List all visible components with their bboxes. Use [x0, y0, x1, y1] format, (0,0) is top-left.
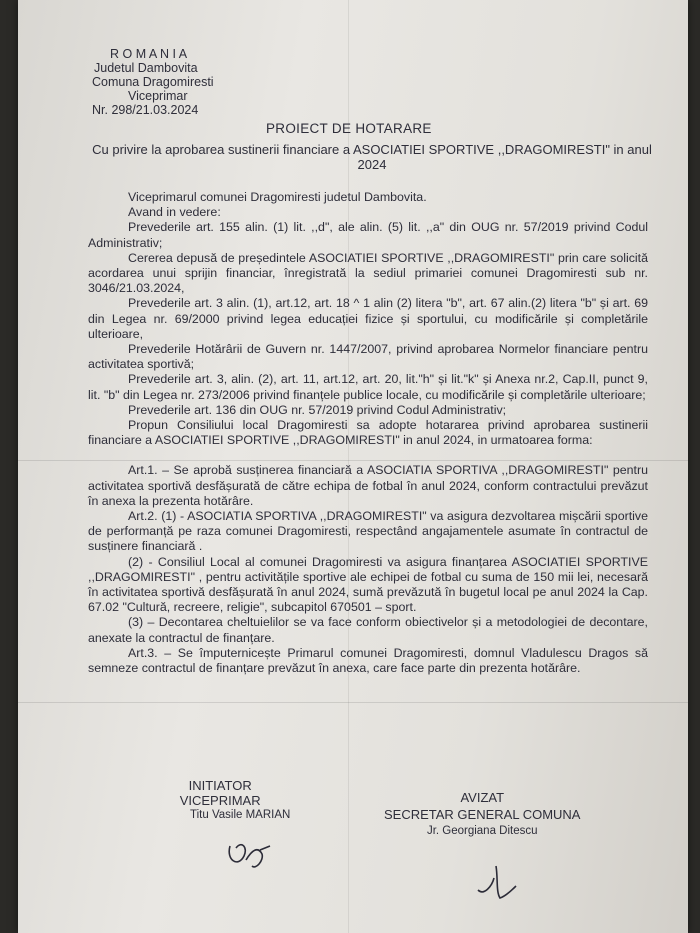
secretary-name: Jr. Georgiana Ditescu [426, 825, 538, 837]
document-body [88, 190, 648, 676]
article-3: Art.3. – Se împuternicește Primarul comunei Dragomiresti, domnul Vladulescu Dragos să semneze contractul de finanțare prevăzut în anexa, care face parte din prezenta hotărâre. [88, 645, 648, 676]
document-header [92, 47, 214, 117]
article-1: Art.1. – Se aprobă susținerea financiară a ASOCIATIA SPORTIVA ,,DRAGOMIRESTI" pentru activitatea sportivă desfășurată de către echipa de fotbal în anul 2024, conform contractului prevăzut în anexa la prezenta hotărâre. [88, 463, 648, 508]
article-2-1: Art.2. (1) - ASOCIATIA SPORTIVA ,,DRAGOMIRESTI" va asigura dezvoltarea mișcării sportive de performanță pe raza comunei Dragomiresti, respectând angajamentele asumate în contractul de susținere financiară . [88, 509, 648, 554]
secretary-title: SECRETAR GENERAL COMUNA [384, 807, 581, 822]
having-regard: Avand in vedere: [128, 205, 221, 220]
paragraph-3: Prevederile art. 3 alin. (1), art.12, art. 18 ^ 1 alin (2) litera "b", art. 67 alin.(2) litera "b" și art. 69 din Legea nr. 69/2000 privind legea educației fizice și sportului, cu modificările și completările ulterioare, [88, 296, 648, 341]
paragraph-2: Cererea depusă de președintele ASOCIATIEI SPORTIVE ,,DRAGOMIRESTI" prin care solicită acordarea unui sprijin financiar, înregistrată la sediul primariei comunei Dragomiresti sub nr. 3046/21.03.2024, [88, 250, 648, 296]
initiator-handwritten-signature [222, 826, 282, 876]
intro-paragraph: Viceprimarul comunei Dragomiresti judetul Dambovita. [128, 190, 427, 204]
header-office: Viceprimar [128, 89, 188, 103]
header-reg-no: Nr. 298/21.03.2024 [92, 103, 199, 117]
paragraph-1: Prevederile art. 155 alin. (1) lit. ,,d", ale alin. (5) lit. ,,a" din OUG nr. 57/2019 privind Codul Administrativ; [88, 220, 648, 250]
paragraph-5: Prevederile art. 3, alin. (2), art. 11, art.12, art. 20, lit."h" și lit."k" și Anexa nr.2, Cap.II, punct 9, lit. "b" din Legea nr. 273/2006 privind finanțele publice locale, cu modificările și completările ulterioare; [88, 372, 648, 402]
initiator-name: Titu Vasile MARIAN [190, 809, 291, 821]
document-subject: Cu privire la aprobarea sustinerii financiare a ASOCIATIEI SPORTIVE ,,DRAGOMIRESTI" in anul 2024 [92, 142, 652, 172]
document-title: PROIECT DE HOTARARE [266, 121, 432, 136]
initiator-signature-block [150, 778, 290, 823]
header-commune: Comuna Dragomiresti [92, 75, 214, 89]
initiator-label: INITIATOR [188, 778, 252, 793]
approved-label: AVIZAT [460, 790, 505, 805]
secretary-handwritten-signature [472, 856, 532, 906]
header-county: Judetul Dambovita [94, 61, 198, 75]
approval-signature-block [384, 790, 580, 839]
header-country: R O M A N I A [110, 47, 188, 61]
paragraph-4: Prevederile Hotărârii de Guvern nr. 1447/2007, privind aprobarea Normelor financiare pentru activitatea sportivă; [88, 342, 648, 372]
paragraph-7: Propun Consiliului local Dragomiresti sa adopte hotararea privind aprobarea sustinerii financiare a ASOCIATIEI SPORTIVE ,,DRAGOMIRESTI" in anul 2024, in urmatoarea forma: [88, 418, 648, 448]
paper-fold [18, 702, 688, 703]
viceprimar-label: VICEPRIMAR [179, 793, 261, 808]
article-2-2: (2) - Consiliul Local al comunei Dragomiresti va asigura finanțarea ASOCIATIEI SPORTIVE ,,DRAGOMIRESTI" , pentru activitățile sportive ale echipei de fotbal cu suma de 150 mii lei, necesară în activitatea sportivă desfășurată în anul 2024, sumă prevăzută în bugetul local pe anul 2024 la Cap. 67.02 "Cultură, recreere, religie", subcapitol 670501 – sport. [88, 554, 648, 615]
article-2-3: (3) – Decontarea cheltuielilor se va face conform obiectivelor și a metodologiei de decontare, anexate la contractul de finanțare. [88, 615, 648, 645]
paragraph-6: Prevederile art. 136 din OUG nr. 57/2019 privind Codul Administrativ; [128, 402, 507, 417]
